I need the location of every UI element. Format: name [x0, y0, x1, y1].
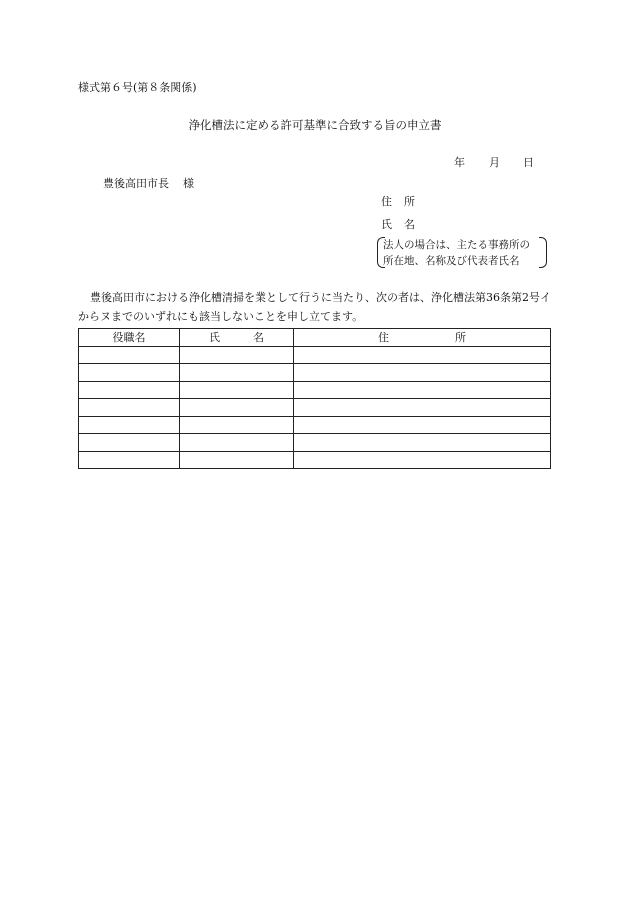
name-label [381, 219, 415, 230]
cell-address[interactable] [294, 434, 551, 452]
cell-position[interactable] [79, 346, 180, 364]
cell-address[interactable] [294, 451, 551, 469]
addressee-name: 豊後高田市長 [103, 177, 169, 190]
addressee-honorific: 様 [183, 177, 194, 190]
cell-address[interactable] [294, 399, 551, 417]
table-row [79, 364, 551, 382]
form-number: 様式第６号(第８条関係) [78, 81, 197, 94]
cell-name[interactable] [180, 346, 294, 364]
declaration-text [78, 288, 553, 326]
date-year: 年 [454, 156, 465, 169]
address-label [381, 196, 415, 207]
header-name: 氏 名 [180, 329, 294, 347]
cell-name[interactable] [180, 381, 294, 399]
cell-position[interactable] [79, 399, 180, 417]
table-row [79, 346, 551, 364]
corporate-note [377, 237, 547, 268]
table-row [79, 416, 551, 434]
table-header-row [79, 329, 551, 347]
cell-position[interactable] [79, 451, 180, 469]
cell-name[interactable] [180, 364, 294, 382]
cell-address[interactable] [294, 381, 551, 399]
cell-name[interactable] [180, 416, 294, 434]
cell-address[interactable] [294, 416, 551, 434]
cell-address[interactable] [294, 346, 551, 364]
header-position: 役職名 [79, 329, 180, 347]
addressee [103, 178, 194, 189]
date-day: 日 [523, 156, 534, 169]
corporate-note-line-1: 法人の場合は、主たる事務所の [383, 239, 530, 251]
address-label-char-2: 所 [404, 195, 415, 208]
table-row [79, 451, 551, 469]
cell-position[interactable] [79, 434, 180, 452]
name-label-char-2: 名 [404, 218, 415, 231]
document-title: 浄化槽法に定める許可基準に合致する旨の申立書 [188, 118, 442, 132]
right-bracket [539, 237, 547, 268]
date-month: 月 [489, 156, 500, 169]
cell-name[interactable] [180, 399, 294, 417]
address-label-char-1: 住 [381, 195, 392, 208]
cell-position[interactable] [79, 364, 180, 382]
table-row [79, 381, 551, 399]
name-label-char-1: 氏 [381, 218, 392, 231]
officers-table [78, 328, 551, 469]
corporate-note-line-2: 所在地、名称及び代表者氏名 [383, 255, 520, 267]
cell-position[interactable] [79, 381, 180, 399]
cell-name[interactable] [180, 451, 294, 469]
table-row [79, 399, 551, 417]
header-address: 住 所 [294, 329, 551, 347]
corporate-note-text [383, 237, 530, 269]
cell-name[interactable] [180, 434, 294, 452]
cell-address[interactable] [294, 364, 551, 382]
declaration-paragraph: 豊後高田市における浄化槽清掃を業として行うに当たり、次の者は、浄化槽法第36条第2号イからヌまでのいずれにも該当しないことを申し立てます。 [78, 291, 551, 323]
cell-position[interactable] [79, 416, 180, 434]
table-row [79, 434, 551, 452]
